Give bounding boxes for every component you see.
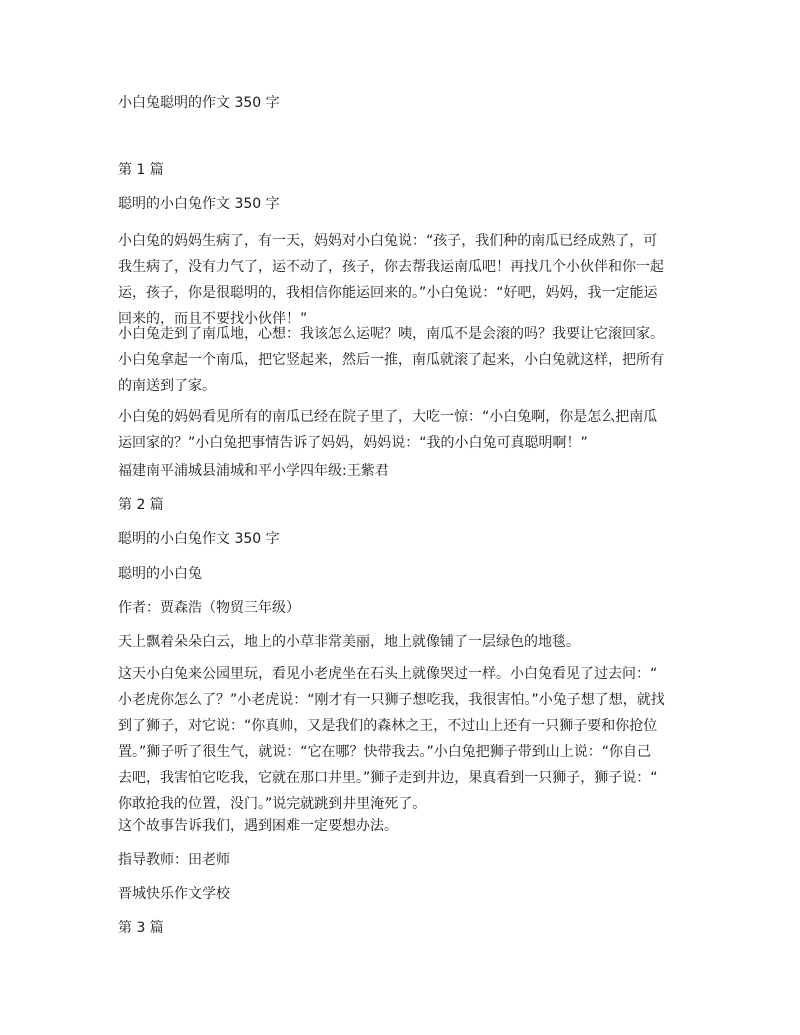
text-line: 置。”狮子听了很生气，就说：“它在哪？快带我去。”小白兔把狮子带到山上说：“你自己	[118, 744, 652, 760]
chapter-2-subtitle: 聪明的小白兔作文 350 字	[118, 531, 280, 547]
chapter-1-author: 福建南平浦城县浦城和平小学四年级:王紫君	[118, 463, 389, 479]
text-line: 运，孩子，你是很聪明的，我相信你能运回来的。”小白兔说：“好吧，妈妈，我一定能运	[118, 285, 658, 301]
chapter-1-subtitle: 聪明的小白兔作文 350 字	[118, 196, 280, 212]
text-line: 小白兔走到了南瓜地，心想：我该怎么运呢？咦，南瓜不是会滚的吗？我要让它滚回家。	[118, 326, 664, 342]
chapter-2-author: 作者：贾森浩（物贸三年级）	[118, 600, 300, 616]
text-line: 的南送到了家。	[118, 378, 216, 394]
chapter-2-story-title: 聪明的小白兔	[118, 566, 202, 582]
text-line: 到了狮子，对它说：“你真帅，又是我们的森林之王，不过山上还有一只狮子要和你抢位	[118, 718, 658, 734]
text-line: 我生病了，没有力气了，运不动了，孩子，你去帮我运南瓜吧！再找几个小伙伴和你一起	[118, 259, 664, 275]
text-line: 你敢抢我的位置，没门。”说完就跳到井里淹死了。	[118, 796, 427, 812]
chapter-2-teacher: 指导教师：田老师	[118, 852, 230, 868]
chapter-2-school: 晋城快乐作文学校	[118, 886, 230, 902]
text-line: 运回家的？”小白兔把事情告诉了妈妈，妈妈说：“我的小白兔可真聪明啊！”	[118, 435, 588, 451]
chapter-1-paragraph-1	[118, 228, 678, 332]
chapter-2-paragraph-2	[118, 661, 678, 817]
chapter-2-paragraph-3	[118, 813, 678, 839]
text-line: 小老虎你怎么了？”小老虎说：“刚才有一只狮子想吃我，我很害怕。”小兔子想了想，就找	[118, 692, 665, 708]
text-line: 小白兔的妈妈生病了，有一天，妈妈对小白兔说：“孩子，我们种的南瓜已经成熟了，可	[118, 233, 658, 249]
chapter-2-heading: 第 2 篇	[118, 497, 164, 513]
chapter-2-paragraph-1	[118, 629, 678, 655]
chapter-1-paragraph-3	[118, 404, 678, 456]
text-line: 这个故事告诉我们，遇到困难一定要想办法。	[118, 818, 398, 834]
text-line: 天上飘着朵朵白云，地上的小草非常美丽，地上就像铺了一层绿色的地毯。	[118, 634, 580, 650]
document-title: 小白兔聪明的作文 350 字	[118, 95, 280, 111]
text-line: 小白兔的妈妈看见所有的南瓜已经在院子里了，大吃一惊：“小白兔啊，你是怎么把南瓜	[118, 409, 658, 425]
chapter-3-heading: 第 3 篇	[118, 920, 164, 936]
chapter-1-heading: 第 1 篇	[118, 162, 164, 178]
chapter-1-paragraph-2	[118, 321, 678, 399]
text-line: 去吧，我害怕它吃我，它就在那口井里。”狮子走到井边，果真看到一只狮子，狮子说：“	[118, 770, 658, 786]
text-line: 这天小白兔来公园里玩，看见小老虎坐在石头上就像哭过一样。小白兔看见了过去问：“	[118, 666, 658, 682]
text-line: 小白兔拿起一个南瓜，把它竖起来，然后一推，南瓜就滚了起来，小白兔就这样，把所有	[118, 352, 664, 368]
text-line: 回来的，而且不要找小伙伴！”	[118, 311, 308, 327]
